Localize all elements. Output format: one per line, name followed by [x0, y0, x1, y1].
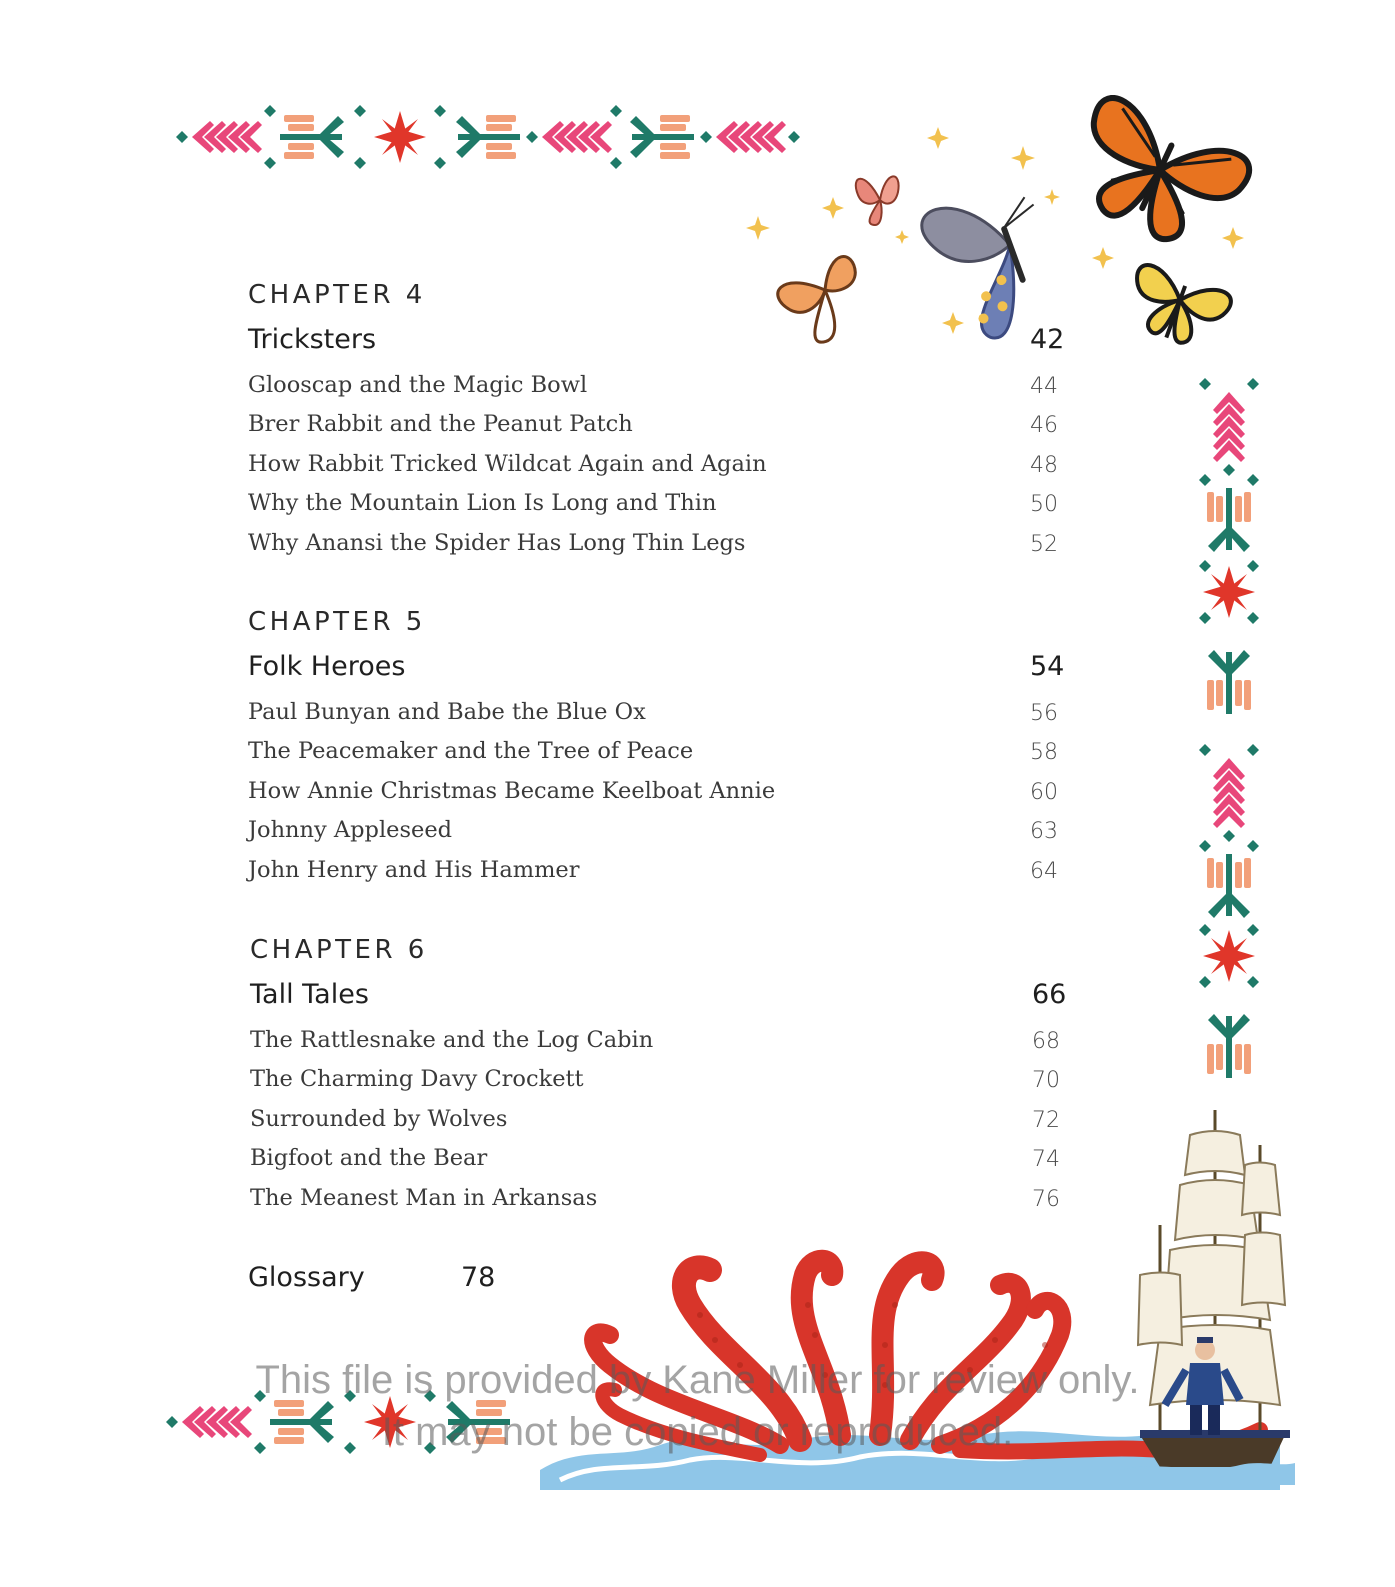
story-page: 48 — [1030, 453, 1058, 478]
story-title: Glooscap and the Magic Bowl — [248, 372, 588, 398]
chapter-page: 66 — [1032, 979, 1067, 1010]
story-title: Johnny Appleseed — [248, 817, 453, 843]
glossary-label: Glossary — [248, 1262, 365, 1293]
butterfly-icon — [740, 95, 1260, 355]
story-page: 68 — [1032, 1029, 1060, 1054]
story-page: 70 — [1032, 1068, 1060, 1093]
story-page: 56 — [1030, 701, 1058, 726]
story-title: John Henry and His Hammer — [248, 857, 580, 883]
story-page: 44 — [1030, 374, 1058, 399]
story-title: Brer Rabbit and the Peanut Patch — [248, 411, 633, 437]
folk-border-icon — [170, 100, 810, 175]
story-page: 64 — [1030, 859, 1058, 884]
glossary-page: 78 — [461, 1262, 496, 1293]
story-page: 52 — [1030, 532, 1058, 557]
chapter-title: Tall Tales — [250, 979, 369, 1010]
story-title: Why the Mountain Lion Is Long and Thin — [248, 490, 717, 516]
chapter-title: Tricksters — [248, 324, 377, 355]
story-title: The Meanest Man in Arkansas — [250, 1185, 598, 1211]
story-title: Surrounded by Wolves — [250, 1106, 508, 1132]
story-page: 60 — [1030, 780, 1058, 805]
story-page: 46 — [1030, 413, 1058, 438]
chapter-label: CHAPTER 5 — [248, 607, 426, 637]
story-page: 74 — [1032, 1147, 1060, 1172]
story-page: 72 — [1032, 1108, 1060, 1133]
story-page: 50 — [1030, 492, 1058, 517]
watermark-line-1: This file is provided by Kane Miller for review only. — [255, 1358, 1140, 1402]
folk-border-icon — [1192, 370, 1267, 1090]
story-page: 58 — [1030, 740, 1058, 765]
chapter-title: Folk Heroes — [248, 651, 406, 682]
story-title: How Annie Christmas Became Keelboat Annie — [248, 778, 776, 804]
chapter-label: CHAPTER 6 — [250, 935, 428, 965]
chapter-label: CHAPTER 4 — [248, 280, 426, 310]
story-page: 76 — [1032, 1187, 1060, 1212]
story-title: The Peacemaker and the Tree of Peace — [248, 738, 694, 764]
watermark-line-2: It may not be copied or reproduced. — [381, 1410, 1014, 1454]
story-title: Why Anansi the Spider Has Long Thin Legs — [248, 530, 746, 556]
story-title: The Charming Davy Crockett — [250, 1066, 584, 1092]
story-page: 63 — [1030, 819, 1058, 844]
story-title: Bigfoot and the Bear — [250, 1145, 488, 1171]
story-title: Paul Bunyan and Babe the Blue Ox — [248, 699, 646, 725]
story-title: The Rattlesnake and the Log Cabin — [250, 1027, 654, 1053]
chapter-page: 42 — [1030, 324, 1065, 355]
story-title: How Rabbit Tricked Wildcat Again and Again — [248, 451, 767, 477]
chapter-page: 54 — [1030, 651, 1065, 682]
